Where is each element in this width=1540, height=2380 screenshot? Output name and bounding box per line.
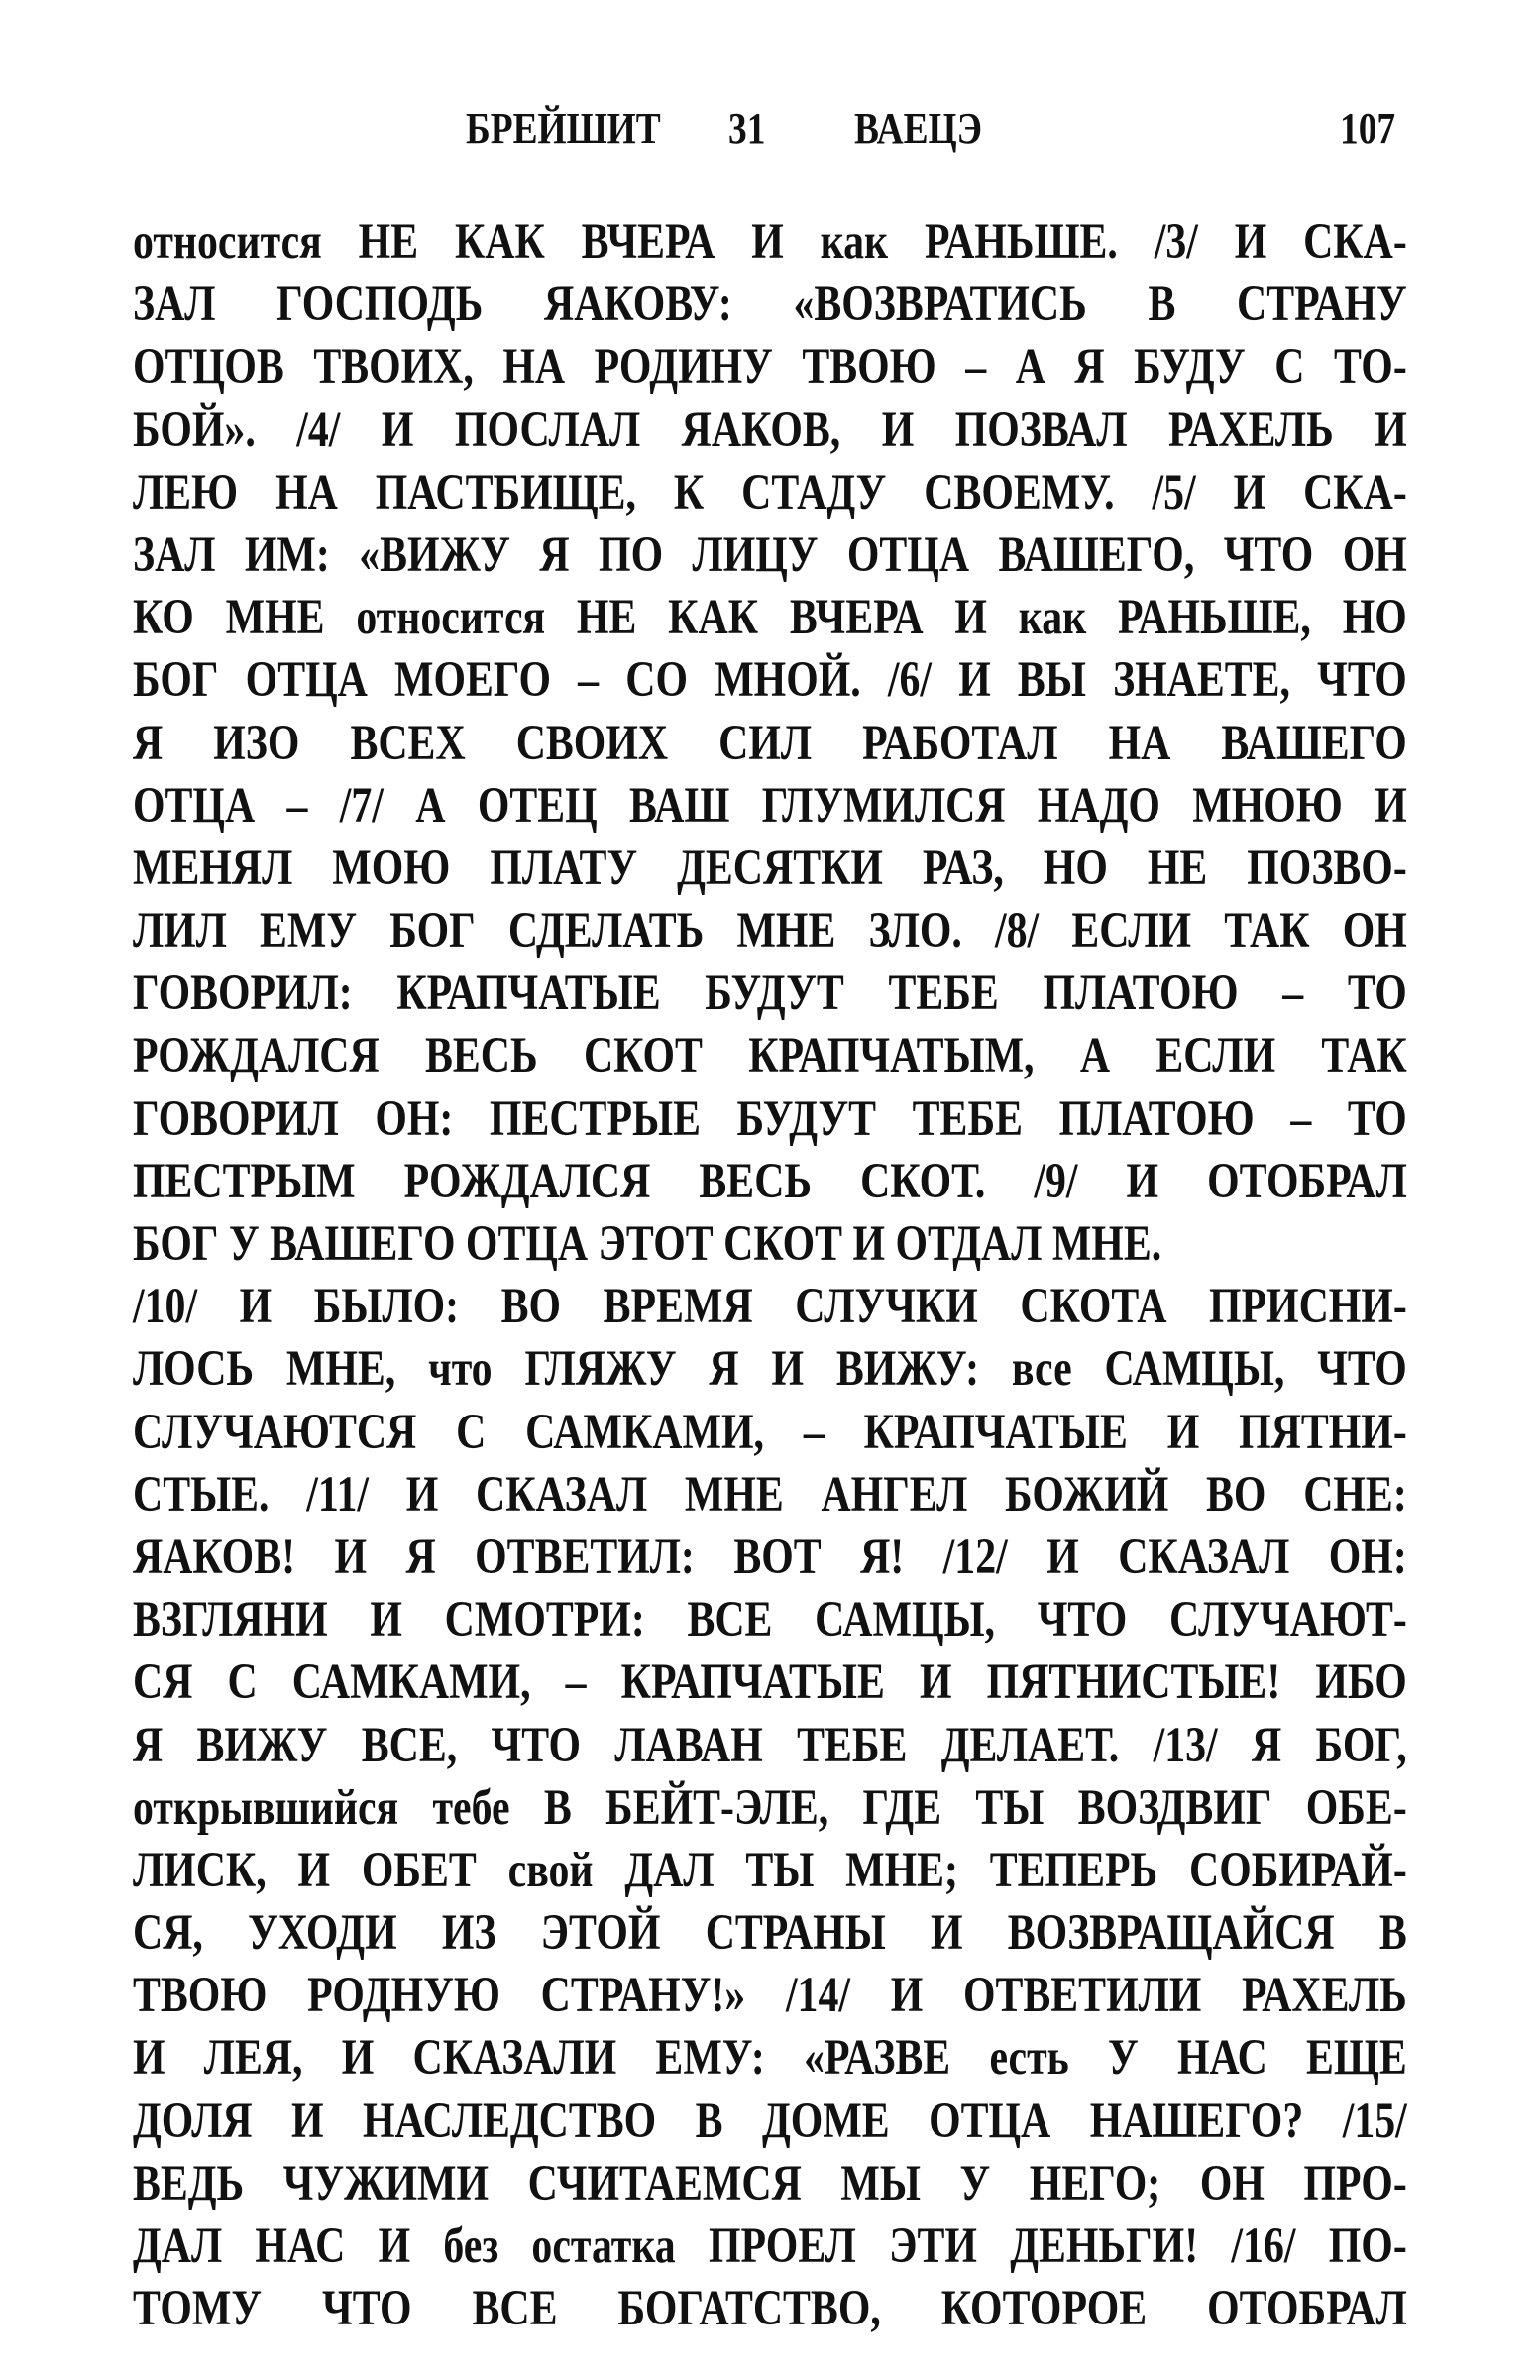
header-chapter-number: 31 (728, 104, 766, 153)
text-line: СЯ, УХОДИ ИЗ ЭТОЙ СТРАНЫ И ВОЗВРАЩАЙСЯ В (133, 1905, 1407, 1962)
text-line: ВЕДЬ ЧУЖИМИ СЧИТАЕМСЯ МЫ У НЕГО; ОН ПРО- (133, 2155, 1407, 2211)
text-line: /10/ И БЫЛО: ВО ВРЕМЯ СЛУЧКИ СКОТА ПРИСНИ- (133, 1279, 1407, 1335)
text-line: СТЫЕ. /11/ И СКАЗАЛ МНЕ АНГЕЛ БОЖИЙ ВО СНЕ: (133, 1466, 1407, 1523)
text-line: ОТЦОВ ТВОИХ, НА РОДИНУ ТВОЮ – А Я БУДУ С ТО- (133, 339, 1407, 396)
text-line: ДОЛЯ И НАСЛЕДСТВО В ДОМЕ ОТЦА НАШЕГО? /15/ (133, 2093, 1407, 2149)
text-line: ГОВОРИЛ ОН: ПЕСТРЫЕ БУДУТ ТЕБЕ ПЛАТОЮ – ТО (133, 1090, 1407, 1147)
text-line: КО МНЕ относится НЕ КАК ВЧЕРА И как РАНЬШЕ, НО (133, 590, 1407, 646)
text-line: ЛОСЬ МНЕ, что ГЛЯЖУ Я И ВИЖУ: все САМЦЫ, ЧТО (133, 1341, 1407, 1398)
text-line: Я ИЗО ВСЕХ СВОИХ СИЛ РАБОТАЛ НА ВАШЕГО (133, 715, 1407, 771)
text-line: БОЙ». /4/ И ПОСЛАЛ ЯАКОВ, И ПОЗВАЛ РАХЕЛЬ И (133, 401, 1407, 458)
text-line: БОГ У ВАШЕГО ОТЦА ЭТОТ СКОТ И ОТДАЛ МНЕ. (133, 1216, 1162, 1272)
text-line: ЛИЛ ЕМУ БОГ СДЕЛАТЬ МНЕ ЗЛО. /8/ ЕСЛИ ТАК ОН (133, 903, 1407, 960)
header-portion-title: ВАЕЦЭ (854, 104, 983, 153)
text-line: ОТЦА – /7/ А ОТЕЦ ВАШ ГЛУМИЛСЯ НАДО МНОЮ И (133, 777, 1407, 834)
text-line: ЗАЛ ИМ: «ВИЖУ Я ПО ЛИЦУ ОТЦА ВАШЕГО, ЧТО ОН (133, 526, 1407, 583)
text-line: Я ВИЖУ ВСЕ, ЧТО ЛАВАН ТЕБЕ ДЕЛАЕТ. /13/ Я БОГ, (133, 1717, 1407, 1773)
text-line: открывшийся тебе В БЕЙТ-ЭЛЕ, ГДЕ ТЫ ВОЗДВИГ ОБЕ- (133, 1779, 1407, 1836)
running-header (0, 103, 1540, 155)
page-number: 107 (1340, 104, 1396, 153)
text-line: ПЕСТРЫМ РОЖДАЛСЯ ВЕСЬ СКОТ. /9/ И ОТОБРАЛ (133, 1153, 1407, 1209)
text-line: ЗАЛ ГОСПОДЬ ЯАКОВУ: «ВОЗВРАТИСЬ В СТРАНУ (133, 277, 1407, 333)
text-line: И ЛЕЯ, И СКАЗАЛИ ЕМУ: «РАЗВЕ есть У НАС ЕЩЕ (133, 2030, 1407, 2087)
text-line: СЛУЧАЮТСЯ С САМКАМИ, – КРАПЧАТЫЕ И ПЯТНИ- (133, 1404, 1407, 1460)
text-line: ТОМУ ЧТО ВСЕ БОГАТСТВО, КОТОРОЕ ОТОБРАЛ (133, 2281, 1407, 2337)
text-line: ВЗГЛЯНИ И СМОТРИ: ВСЕ САМЦЫ, ЧТО СЛУЧАЮТ- (133, 1592, 1407, 1648)
text-line: ТВОЮ РОДНУЮ СТРАНУ!» /14/ И ОТВЕТИЛИ РАХЕЛЬ (133, 1968, 1407, 2024)
text-line: ГОВОРИЛ: КРАПЧАТЫЕ БУДУТ ТЕБЕ ПЛАТОЮ – ТО (133, 965, 1407, 1022)
text-line: относится НЕ КАК ВЧЕРА И как РАНЬШЕ. /3/ И СКА- (133, 214, 1407, 270)
text-line: СЯ С САМКАМИ, – КРАПЧАТЫЕ И ПЯТНИСТЫЕ! ИБО (133, 1654, 1407, 1711)
header-book-title: БРЕЙШИТ (466, 104, 661, 153)
text-line: ЛИСК, И ОБЕТ свой ДАЛ ТЫ МНЕ; ТЕПЕРЬ СОБИРАЙ- (133, 1842, 1407, 1898)
text-line: РОЖДАЛСЯ ВЕСЬ СКОТ КРАПЧАТЫМ, А ЕСЛИ ТАК (133, 1028, 1407, 1084)
text-line: МЕНЯЛ МОЮ ПЛАТУ ДЕСЯТКИ РАЗ, НО НЕ ПОЗВО- (133, 840, 1407, 896)
text-line: ЛЕЮ НА ПАСТБИЩЕ, К СТАДУ СВОЕМУ. /5/ И СКА- (133, 464, 1407, 520)
text-line: ДАЛ НАС И без остатка ПРОЕЛ ЭТИ ДЕНЬГИ! /16/ ПО- (133, 2218, 1407, 2274)
body-text (133, 211, 1407, 2340)
text-line: БОГ ОТЦА МОЕГО – СО МНОЙ. /6/ И ВЫ ЗНАЕТЕ, ЧТО (133, 652, 1407, 709)
text-line: ЯАКОВ! И Я ОТВЕТИЛ: ВОТ Я! /12/ И СКАЗАЛ ОН: (133, 1529, 1407, 1585)
